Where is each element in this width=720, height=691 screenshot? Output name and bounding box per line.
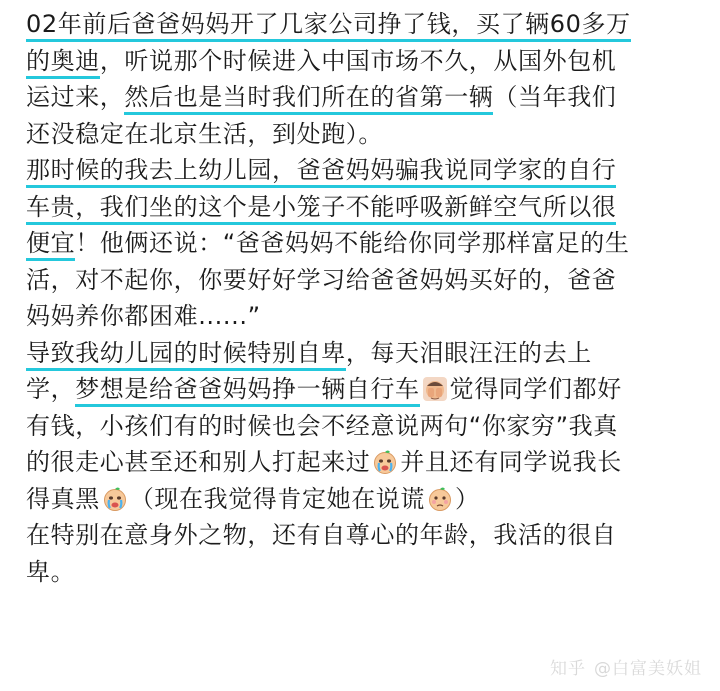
- text-line: [26, 408, 710, 445]
- text-segment: 活，对不起你，你要好好学习给爸爸妈妈买好的，爸爸: [26, 265, 617, 294]
- watermark-author: @白富美妖姐: [594, 659, 702, 679]
- text-segment: 学，: [26, 375, 76, 403]
- highlighted-text: 便宜: [26, 228, 75, 261]
- watermark-brand: 知乎: [550, 659, 586, 679]
- text-line: [26, 298, 710, 335]
- text-line: [26, 79, 710, 116]
- text-segment: ，每天泪眼汪汪的去上: [345, 338, 592, 367]
- highlighted-text: 的奥迪: [26, 46, 100, 79]
- highlighted-text: 那时候的我去上幼儿园，爸爸妈妈骗我说同学家的自行: [26, 155, 616, 188]
- text-line: [26, 335, 710, 372]
- text-line: [26, 116, 710, 153]
- paragraph: [26, 152, 710, 335]
- text-segment: （现在我觉得肯定她在说谎: [129, 484, 426, 513]
- text-segment: 有钱，小孩们有的时候也会不经意说两句“你家穷”我真: [26, 411, 618, 440]
- text-segment: （当年我们: [493, 83, 617, 111]
- highlighted-text: 导致我幼儿园的时候特别自卑: [26, 338, 346, 371]
- highlighted-text: 然后也是当时我们所在的省第一辆: [124, 82, 493, 115]
- watermark: [550, 654, 702, 679]
- text-segment: ，听说那个时候进入中国市场不久，从国外包机: [99, 46, 617, 75]
- text-segment: 妈妈养你都困难......”: [26, 302, 261, 330]
- text-line: [26, 262, 710, 299]
- text-segment: 的很走心甚至还和别人打起来过: [26, 448, 371, 476]
- highlighted-text: 梦想是给爸爸妈妈挣一辆自行车: [75, 374, 419, 407]
- highlighted-text: 车贵，我们坐的这个是小笼子不能呼吸新鲜空气所以很: [26, 192, 616, 225]
- thinking-emoji-icon: [427, 486, 453, 512]
- paragraph: [26, 335, 710, 518]
- paragraph: [26, 517, 710, 590]
- text-line: [26, 371, 710, 408]
- paragraph: [26, 6, 710, 152]
- text-line: [26, 189, 710, 226]
- text-line: [26, 152, 710, 189]
- text-segment: 运过来，: [26, 83, 125, 111]
- text-segment: 还没稳定在北京生活，到处跑）。: [26, 119, 383, 148]
- text-line: [26, 481, 710, 518]
- text-segment: ！他俩还说：“爸爸妈妈不能给你同学那样富足的生: [75, 229, 630, 257]
- facepalm-emoji-icon: [422, 376, 448, 402]
- text-line: [26, 6, 710, 43]
- text-line: [26, 225, 710, 262]
- text-segment: 觉得同学们都好: [449, 375, 622, 403]
- text-segment: ）: [455, 484, 480, 513]
- crying-emoji-icon: [372, 449, 398, 475]
- text-segment: 并且还有同学说我长: [400, 448, 622, 476]
- text-line: [26, 444, 710, 481]
- highlighted-text: 02年前后爸爸妈妈开了几家公司挣了钱，买了辆60多万: [26, 9, 631, 42]
- text-line: [26, 517, 710, 554]
- text-segment: 卑。: [26, 557, 76, 586]
- text-line: [26, 43, 710, 80]
- text-segment: 在特别在意身外之物，还有自尊心的年龄，我活的很自: [26, 521, 617, 549]
- crying-emoji-icon: [102, 486, 128, 512]
- text-segment: 得真黑: [26, 484, 100, 513]
- text-line: [26, 554, 710, 591]
